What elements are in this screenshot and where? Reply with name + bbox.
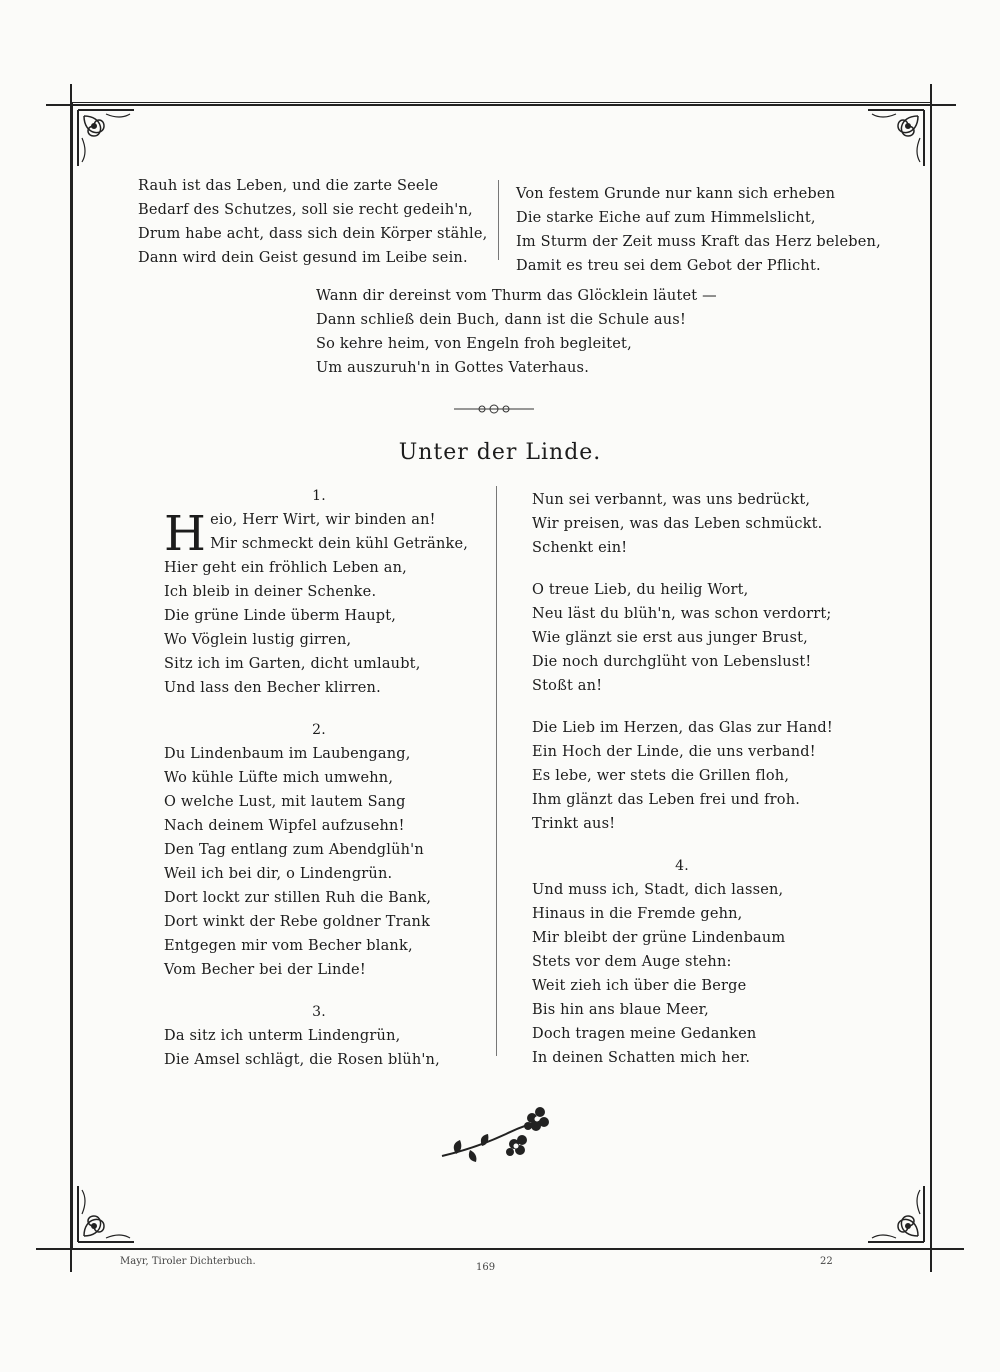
verse-line: Dann wird dein Geist gesund im Leibe sein. — [138, 250, 468, 266]
verse-line: Mir bleibt der grüne Lindenbaum — [532, 930, 786, 946]
stanza-3-block-2 — [532, 578, 862, 698]
flower-vignette-icon — [436, 1104, 566, 1168]
verse-line: Schenkt ein! — [532, 540, 628, 556]
verse-line: Bis hin ans blaue Meer, — [532, 1002, 709, 1018]
verse-line: O treue Lieb, du heilig Wort, — [532, 582, 749, 598]
verse-line: Du Lindenbaum im Laubengang, — [164, 746, 411, 762]
footer-book-title: Mayr, Tiroler Dichterbuch. — [120, 1256, 256, 1267]
verse-line: Entgegen mir vom Becher blank, — [164, 938, 413, 954]
verse-line: Sitz ich im Garten, dicht umlaubt, — [164, 656, 421, 672]
verse-line: Es lebe, wer stets die Grillen floh, — [532, 768, 790, 784]
intro-left-stanza — [138, 174, 487, 270]
verse-line: Weil ich bei dir, o Lindengrün. — [164, 866, 393, 882]
intro-right-stanza — [516, 182, 881, 278]
stanza-number: 3. — [312, 1004, 326, 1020]
footer-signature: 22 — [820, 1256, 833, 1267]
verse-line: Dort lockt zur stillen Ruh die Bank, — [164, 890, 432, 906]
verse-line: So kehre heim, von Engeln froh begleitet, — [316, 336, 632, 352]
verse-line: Die noch durchglüht von Lebenslust! — [532, 654, 812, 670]
verse-line: Dann schließ dein Buch, dann ist die Schule aus! — [316, 312, 686, 328]
verse-line: Die grüne Linde überm Haupt, — [164, 608, 397, 624]
verse-line: Bedarf des Schutzes, soll sie recht gedeih'n, — [138, 202, 473, 218]
verse-line: O welche Lust, mit lautem Sang — [164, 794, 406, 810]
bottom-rule — [36, 1248, 964, 1250]
verse-line: Und lass den Becher klirren. — [164, 680, 381, 696]
intro-divider — [498, 180, 499, 260]
poem-right-column — [532, 488, 862, 1070]
stanza-3-continued — [532, 488, 862, 560]
stanza-4 — [532, 878, 862, 1070]
verse-line: Die Lieb im Herzen, das Glas zur Hand! — [532, 720, 833, 736]
verse-line: Nun sei verbannt, was uns bedrückt, — [532, 492, 811, 508]
verse-line: Die starke Eiche auf zum Himmelslicht, — [516, 210, 816, 226]
corner-ornament-bottom-right — [848, 1166, 928, 1246]
verse-line: Stets vor dem Auge stehn: — [532, 954, 732, 970]
verse-line: Trinkt aus! — [532, 816, 616, 832]
verse-line: Da sitz ich unterm Lindengrün, — [164, 1028, 401, 1044]
stanza-number: 4. — [675, 858, 689, 874]
drop-cap: H — [164, 506, 207, 562]
right-rule — [930, 84, 932, 1272]
stanza-3-block-3 — [532, 716, 862, 836]
verse-line: Stoßt an! — [532, 678, 603, 694]
stanza-3 — [164, 1024, 474, 1072]
poem-title: Unter der Linde. — [398, 440, 602, 465]
verse-line: In deinen Schatten mich her. — [532, 1050, 751, 1066]
verse-line: Wo Vöglein lustig girren, — [164, 632, 352, 648]
verse-line: Neu läst du blüh'n, was schon verdorrt; — [532, 606, 832, 622]
verse-line: Vom Becher bei der Linde! — [164, 962, 366, 978]
verse-line: Drum habe acht, dass sich dein Körper stähle, — [138, 226, 488, 242]
verse-line: Mir schmeckt dein kühl Getränke, — [210, 536, 469, 552]
verse-line: Hinaus in die Fremde gehn, — [532, 906, 743, 922]
verse-line: Im Sturm der Zeit muss Kraft das Herz beleben, — [516, 234, 881, 250]
corner-ornament-top-right — [848, 106, 928, 186]
verse-line: Um auszuruh'n in Gottes Vaterhaus. — [316, 360, 590, 376]
stanza-1 — [164, 508, 474, 700]
verse-line: Von festem Grunde nur kann sich erheben — [516, 186, 836, 202]
stanza-number: 1. — [312, 488, 326, 504]
verse-line: Ich bleib in deiner Schenke. — [164, 584, 377, 600]
verse-line: Ein Hoch der Linde, die uns verband! — [532, 744, 816, 760]
verse-line: Hier geht ein fröhlich Leben an, — [164, 560, 407, 576]
verse-line: Doch tragen meine Gedanken — [532, 1026, 757, 1042]
verse-line: Wann dir dereinst vom Thurm das Glöcklein läutet — — [316, 288, 717, 304]
stanza-2 — [164, 742, 474, 982]
verse-line: Weit zieh ich über die Berge — [532, 978, 747, 994]
verse-line: Ihm glänzt das Leben frei und froh. — [532, 792, 801, 808]
separator-ornament — [452, 402, 536, 416]
verse-line: Wie glänzt sie erst aus junger Brust, — [532, 630, 808, 646]
verse-line: Den Tag entlang zum Abendglüh'n — [164, 842, 424, 858]
verse-line: Wo kühle Lüfte mich umwehn, — [164, 770, 394, 786]
footer-page-number: 169 — [476, 1262, 496, 1273]
left-rule — [70, 84, 72, 1272]
verse-line: eio, Herr Wirt, wir binden an! — [210, 512, 436, 528]
verse-line: Und muss ich, Stadt, dich lassen, — [532, 882, 784, 898]
poem-left-column — [164, 484, 474, 1072]
verse-line: Wir preisen, was das Leben schmückt. — [532, 516, 823, 532]
column-divider — [496, 486, 497, 1056]
verse-line: Rauh ist das Leben, und die zarte Seele — [138, 178, 439, 194]
verse-line: Nach deinem Wipfel aufzusehn! — [164, 818, 405, 834]
intro-center-stanza — [316, 284, 717, 380]
corner-ornament-bottom-left — [74, 1166, 154, 1246]
verse-line: Damit es treu sei dem Gebot der Pflicht. — [516, 258, 821, 274]
top-rule — [46, 104, 956, 106]
verse-line: Dort winkt der Rebe goldner Trank — [164, 914, 431, 930]
verse-line: Die Amsel schlägt, die Rosen blüh'n, — [164, 1052, 440, 1068]
stanza-number: 2. — [312, 722, 326, 738]
